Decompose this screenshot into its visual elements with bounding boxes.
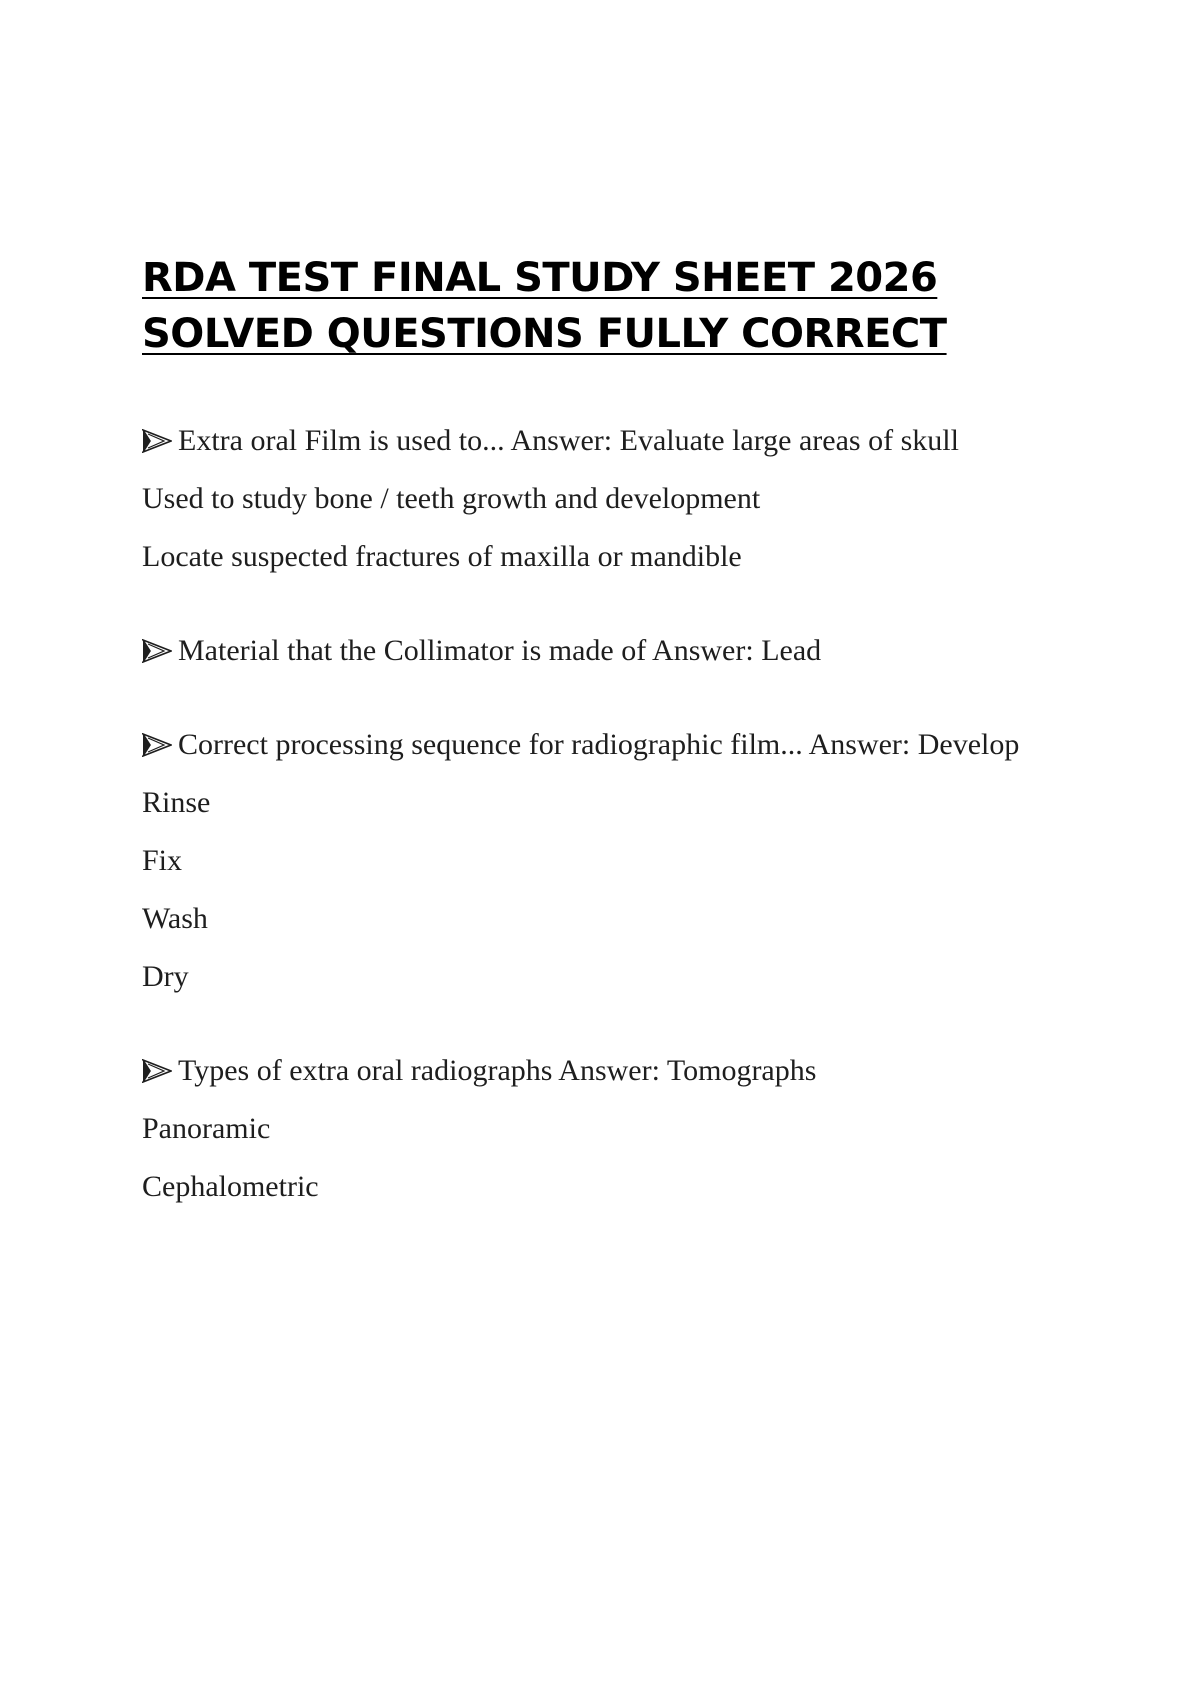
qa-item bbox=[142, 634, 1082, 668]
qa-question bbox=[142, 424, 1082, 458]
arrow-bullet-icon bbox=[142, 639, 172, 663]
answer-line: Dry bbox=[142, 960, 189, 993]
arrow-bullet-icon bbox=[142, 733, 172, 757]
question-text: Types of extra oral radiographs Answer: Tomographs bbox=[178, 1054, 817, 1087]
answer-line: Fix bbox=[142, 844, 183, 877]
answer-line: Panoramic bbox=[142, 1112, 271, 1145]
title-line-1: RDA TEST FINAL STUDY SHEET 2026 bbox=[142, 255, 938, 301]
answer-line: Locate suspected fractures of maxilla or mandible bbox=[142, 540, 742, 573]
answer-line: Used to study bone / teeth growth and development bbox=[142, 482, 761, 515]
answer-line: Cephalometric bbox=[142, 1170, 319, 1203]
question-text: Extra oral Film is used to... Answer: Evaluate large areas of skull bbox=[178, 424, 959, 457]
question-text: Correct processing sequence for radiographic film... Answer: Develop bbox=[178, 728, 1020, 761]
qa-question bbox=[142, 728, 1082, 762]
arrow-bullet-icon bbox=[142, 429, 172, 453]
qa-item bbox=[142, 424, 1082, 574]
arrow-bullet-icon bbox=[142, 1059, 172, 1083]
qa-question bbox=[142, 1054, 1082, 1088]
document-title bbox=[142, 250, 1082, 362]
answer-line: Rinse bbox=[142, 786, 211, 819]
qa-item bbox=[142, 728, 1082, 994]
question-text: Material that the Collimator is made of Answer: Lead bbox=[178, 634, 822, 667]
title-line-2: SOLVED QUESTIONS FULLY CORRECT bbox=[142, 311, 947, 357]
qa-question bbox=[142, 634, 1082, 668]
qa-item bbox=[142, 1054, 1082, 1204]
qa-list bbox=[142, 424, 1082, 1204]
document-page bbox=[142, 250, 1082, 1264]
answer-line: Wash bbox=[142, 902, 208, 935]
